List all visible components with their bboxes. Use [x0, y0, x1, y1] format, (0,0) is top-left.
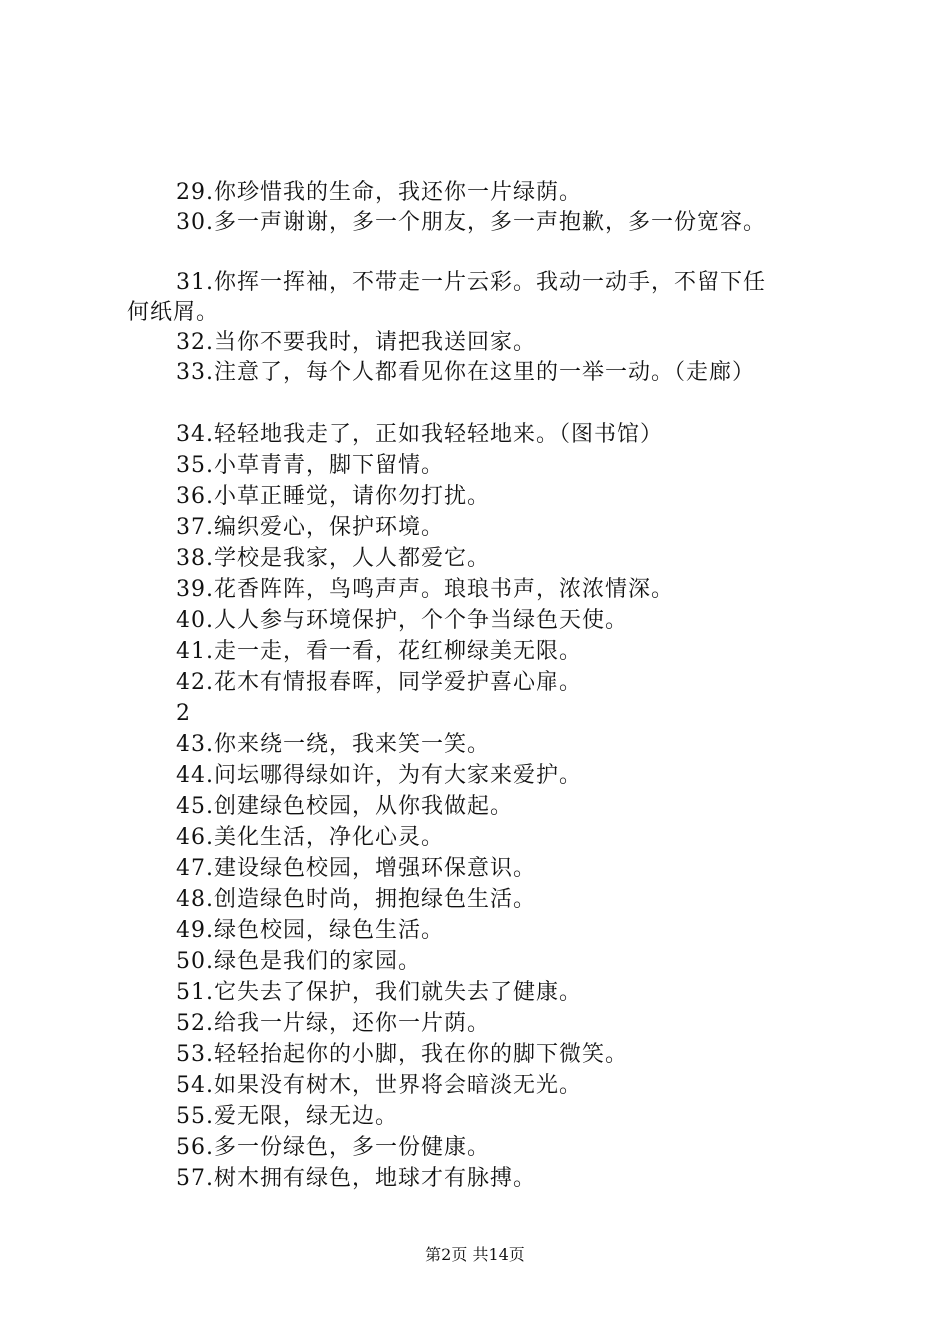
- page-number-marker: 2: [176, 701, 191, 726]
- text-line: 41.走一走，看一看，花红柳绿美无限。: [176, 639, 582, 664]
- text-line: 38.学校是我家，人人都爱它。: [176, 546, 490, 571]
- text-line: 44.问坛哪得绿如许，为有大家来爱护。: [176, 763, 582, 788]
- text-line: 何纸屑。: [127, 300, 220, 325]
- text-line: 39.花香阵阵，鸟鸣声声。琅琅书声，浓浓情深。: [176, 577, 674, 602]
- text-line: 37.编织爱心，保护环境。: [176, 515, 444, 540]
- text-line: 33.注意了，每个人都看见你在这里的一举一动。（走廊）: [176, 360, 755, 385]
- text-line: 50.绿色是我们的家园。: [176, 949, 421, 974]
- text-line: 40.人人参与环境保护，个个争当绿色天使。: [176, 608, 628, 633]
- text-line: 42.花木有情报春晖，同学爱护喜心扉。: [176, 670, 582, 695]
- text-line: 55.爱无限，绿无边。: [176, 1104, 398, 1129]
- text-line: 29.你珍惜我的生命，我还你一片绿荫。: [176, 180, 582, 205]
- text-line: 56.多一份绿色，多一份健康。: [176, 1135, 490, 1160]
- text-line: 52.给我一片绿，还你一片荫。: [176, 1011, 490, 1036]
- text-line: 36.小草正睡觉，请你勿打扰。: [176, 484, 490, 509]
- text-line: 54.如果没有树木，世界将会暗淡无光。: [176, 1073, 582, 1098]
- text-line: 43.你来绕一绕，我来笑一笑。: [176, 732, 490, 757]
- text-line: 34.轻轻地我走了，正如我轻轻地来。（图书馆）: [176, 422, 663, 447]
- text-line: 31.你挥一挥袖，不带走一片云彩。我动一动手，不留下任: [176, 270, 766, 295]
- text-line: 32.当你不要我时，请把我送回家。: [176, 330, 536, 355]
- text-line: 48.创造绿色时尚，拥抱绿色生活。: [176, 887, 536, 912]
- text-line: 45.创建绿色校园，从你我做起。: [176, 794, 513, 819]
- text-line: 30.多一声谢谢，多一个朋友，多一声抱歉，多一份宽容。: [176, 210, 766, 235]
- text-line: 47.建设绿色校园，增强环保意识。: [176, 856, 536, 881]
- text-line: 46.美化生活，净化心灵。: [176, 825, 444, 850]
- text-line: 51.它失去了保护，我们就失去了健康。: [176, 980, 582, 1005]
- text-line: 57.树木拥有绿色，地球才有脉搏。: [176, 1166, 536, 1191]
- text-line: 35.小草青青，脚下留情。: [176, 453, 444, 478]
- page-footer: 第2页 共14页: [425, 1245, 525, 1264]
- text-line: 49.绿色校园，绿色生活。: [176, 918, 444, 943]
- text-line: 53.轻轻抬起你的小脚，我在你的脚下微笑。: [176, 1042, 628, 1067]
